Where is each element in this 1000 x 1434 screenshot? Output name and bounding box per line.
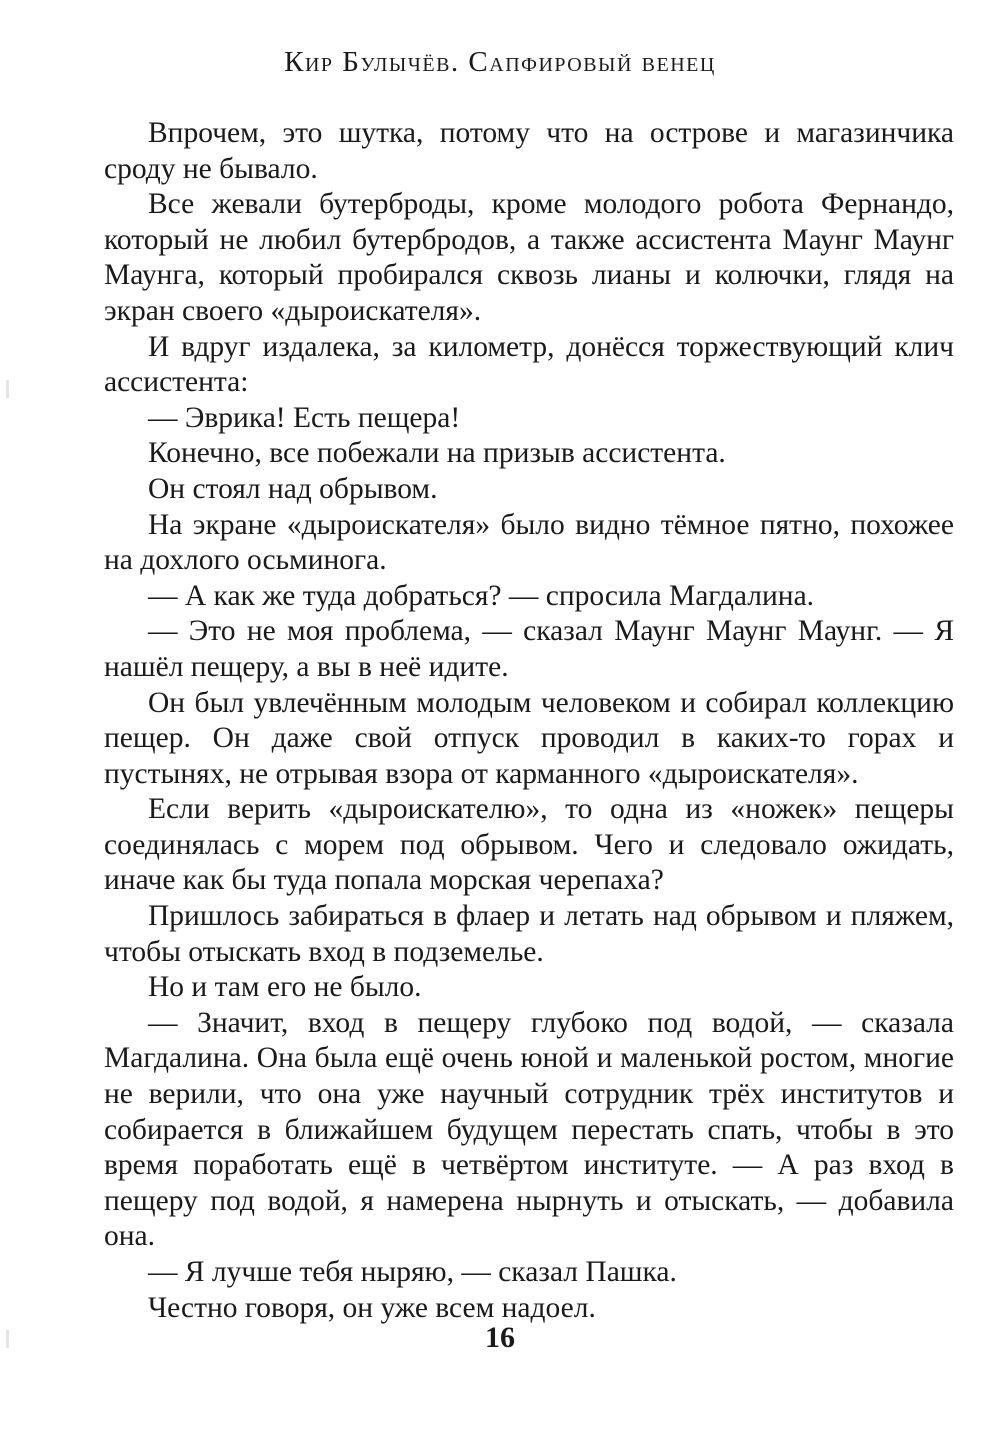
paragraph: На экране «дыроискателя» было видно тёмное пятно, похожее на дохлого осьминога. [104, 508, 954, 577]
paragraph: Пришлось забираться в флаер и летать над обрывом и пляжем, чтобы отыскать вход в подземелье. [104, 900, 954, 968]
paragraph: — Значит, вход в пещеру глубоко под водой, — сказала Магдалина. Она была ещё очень юной и маленькой ростом, многие не верили, что она уже научный сотрудник трёх институтов и собирается в ближайшем будущем перестать спать, чтобы в это время поработать ещё в четвёртом институте. — А раз вход в пещеру под водой, я намерена нырнуть и отыскать, — добавила она. [104, 1006, 954, 1253]
paragraph: Но и там его не было. [148, 971, 422, 1004]
paragraph: Если верить «дыроискателю», то одна из «ножек» пещеры соединялась с морем под обрывом. Чего и следовало ожидать, иначе как бы туда попала морская черепаха? [104, 793, 954, 897]
paragraph: — Эврика! Есть пещера! [148, 401, 461, 434]
paragraph: Он стоял над обрывом. [148, 472, 438, 505]
page-number: 16 [485, 1321, 515, 1354]
paragraph: Впрочем, это шутка, потому что на острове и магазинчика сроду не бывало. [104, 117, 954, 185]
paragraph: Все жевали бутерброды, кроме молодого робота Фернандо, который не любил бутербродов, а также ассистента Маунг Маунг Маунга, который пробирался сквозь лианы и колючки, глядя на экран своего «дыроискателя». [104, 188, 954, 327]
paragraph: — А как же туда добраться? — спросила Магдалина. [148, 579, 815, 612]
running-title: Кир Булычёв. Сапфировый венец [284, 46, 716, 78]
paragraph: Честно говоря, он уже всем надоел. [148, 1291, 596, 1324]
paragraph: — Я лучше тебя ныряю, — сказал Пашка. [148, 1256, 677, 1288]
body-text [104, 116, 954, 1326]
scan-artifact [6, 380, 9, 398]
paragraph: И вдруг издалека, за километр, донёсся торжествующий клич ассистента: [104, 330, 954, 399]
paragraph: Он был увлечённым молодым человеком и собирал коллекцию пещер. Он даже свой отпуск проводил в каких-то горах и пустынях, не отрывая взора от карманного «дыроискателя». [104, 686, 954, 790]
paragraph: Конечно, все побежали на призыв ассистента. [148, 437, 726, 470]
paragraph: — Это не моя проблема, — сказал Маунг Маунг Маунг. — Я нашёл пещеру, а вы в неё идите. [104, 615, 954, 683]
